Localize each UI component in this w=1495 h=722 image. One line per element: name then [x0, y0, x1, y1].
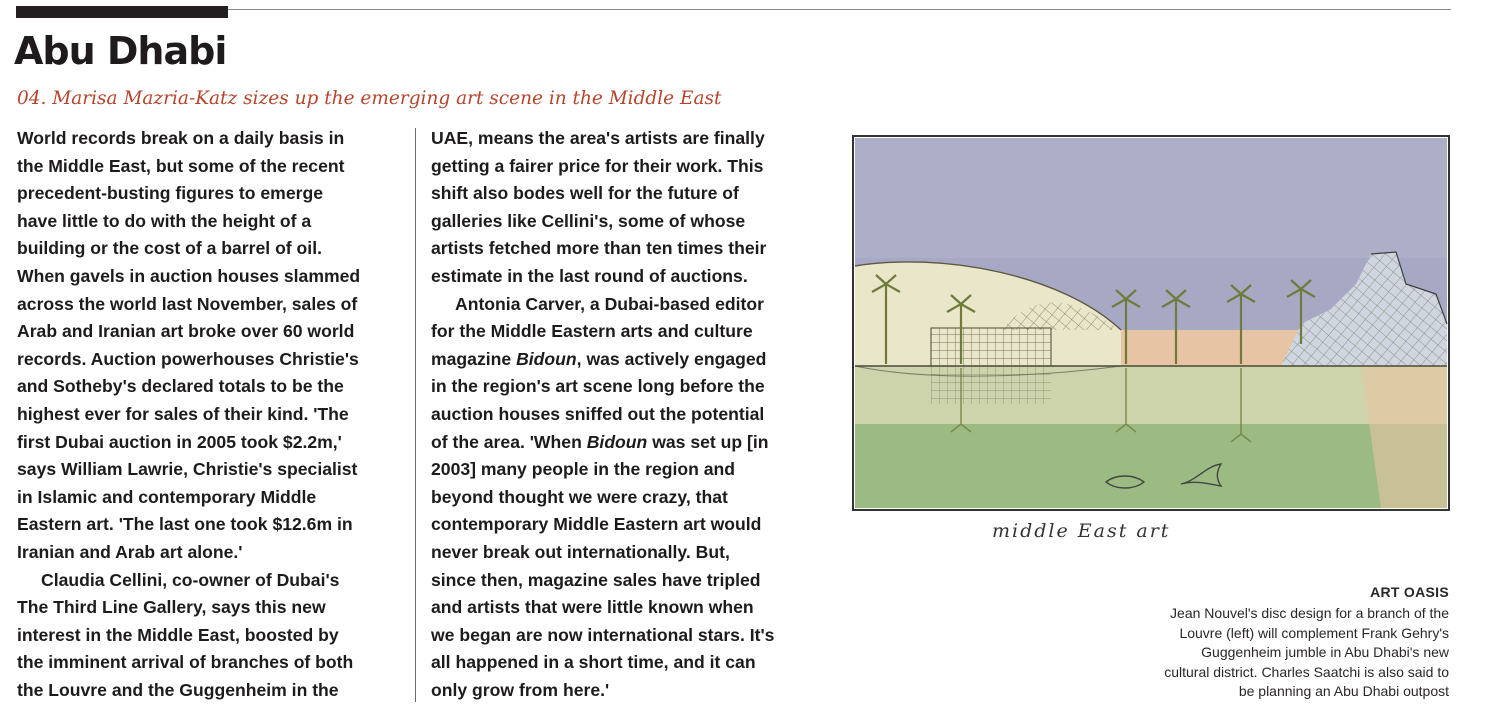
- body-column-2: [431, 125, 823, 704]
- body-line: and Sotheby's declared totals to be the: [17, 376, 344, 397]
- body-line: getting a fairer price for their work. This: [431, 155, 764, 176]
- body-line: shift also bodes well for the future of: [431, 183, 739, 204]
- section-title: Abu Dhabi: [14, 29, 227, 73]
- text-run: , was actively engaged: [576, 348, 767, 369]
- body-line: auction houses sniffed out the potential: [431, 403, 765, 424]
- body-line: across the world last November, sales of: [17, 293, 358, 314]
- body-line: in the region's art scene long before the: [431, 376, 765, 397]
- body-line: When gavels in auction houses slammed: [17, 265, 361, 286]
- section-rule-thick: [16, 6, 228, 18]
- text-run: of the area. 'When: [431, 431, 587, 452]
- body-line: since then, magazine sales have tripled: [431, 569, 761, 590]
- body-line: highest ever for sales of their kind. 'The: [17, 403, 349, 424]
- section-rule-thin: [228, 9, 1451, 10]
- caption-line: Jean Nouvel's disc design for a branch of the: [1170, 605, 1449, 621]
- standfirst: 04. Marisa Mazria-Katz sizes up the emerging art scene in the Middle East: [17, 88, 722, 109]
- body-line: the Middle East, but some of the recent: [17, 155, 345, 176]
- body-line: Eastern art. 'The last one took $12.6m in: [17, 514, 353, 535]
- caption-line: be planning an Abu Dhabi outpost: [1238, 683, 1449, 700]
- body-line: estimate in the last round of auctions.: [431, 265, 748, 286]
- body-line: World records break on a daily basis in: [17, 128, 345, 148]
- text-run: magazine: [431, 348, 517, 369]
- building-grid: [931, 328, 1051, 368]
- body-line: for the Middle Eastern arts and culture: [431, 321, 753, 342]
- text-run: was set up [in: [647, 431, 769, 452]
- body-line: have little to do with the height of a: [17, 210, 312, 231]
- body-line: records. Auction powerhouses Christie's: [17, 348, 359, 369]
- body-line: [431, 429, 823, 457]
- caption-line: Guggenheim jumble in Abu Dhabi's new: [1201, 644, 1449, 661]
- body-line: all happened in a short time, and it can: [431, 652, 756, 673]
- body-line: the imminent arrival of branches of both: [17, 652, 354, 673]
- body-line: Iranian and Arab art alone.': [17, 541, 243, 562]
- body-line: [431, 346, 823, 374]
- body-line: artists fetched more than ten times their: [431, 238, 767, 259]
- body-line: The Third Line Gallery, says this new: [17, 597, 326, 618]
- magazine-name: Bidoun: [516, 348, 577, 369]
- caption-body: [1164, 604, 1449, 702]
- illustration-handwritten-label: middle East art: [992, 520, 1171, 542]
- body-line: Claudia Cellini, co-owner of Dubai's: [41, 569, 340, 590]
- watercolor-illustration: [851, 134, 1451, 512]
- column-divider: [415, 128, 416, 702]
- body-line: only grow from here.': [431, 679, 610, 700]
- caption-line: Louvre (left) will complement Frank Gehry's: [1179, 624, 1449, 641]
- body-line: and artists that were little known when: [431, 597, 754, 618]
- magazine-name: Bidoun: [586, 431, 648, 452]
- body-line: contemporary Middle Eastern art would: [431, 514, 762, 535]
- body-line: the Louvre and the Guggenheim in the: [17, 679, 339, 700]
- body-line: says William Lawrie, Christie's specialist: [17, 459, 358, 480]
- caption-heading: ART OASIS: [1370, 584, 1449, 600]
- caption-line: cultural district. Charles Saatchi is also said to: [1164, 663, 1449, 680]
- body-line: beyond thought we were crazy, that: [431, 486, 728, 507]
- body-line: UAE, means the area's artists are finally: [431, 128, 765, 148]
- body-line: 2003] many people in the region and: [431, 459, 736, 480]
- body-line: we began are now international stars. It's: [431, 624, 775, 645]
- body-line: galleries like Cellini's, some of whose: [431, 210, 746, 231]
- body-line: interest in the Middle East, boosted by: [17, 624, 339, 645]
- body-line: first Dubai auction in 2005 took $2.2m,': [17, 431, 342, 452]
- body-line: building or the cost of a barrel of oil.: [17, 238, 322, 259]
- body-line: never break out internationally. But,: [431, 541, 730, 562]
- illustration: [851, 134, 1451, 512]
- body-column-1: [17, 125, 409, 704]
- body-line: Arab and Iranian art broke over 60 world: [17, 321, 355, 342]
- body-line: in Islamic and contemporary Middle: [17, 486, 317, 507]
- body-line: Antonia Carver, a Dubai-based editor: [455, 293, 764, 314]
- body-line: precedent-busting figures to emerge: [17, 183, 323, 204]
